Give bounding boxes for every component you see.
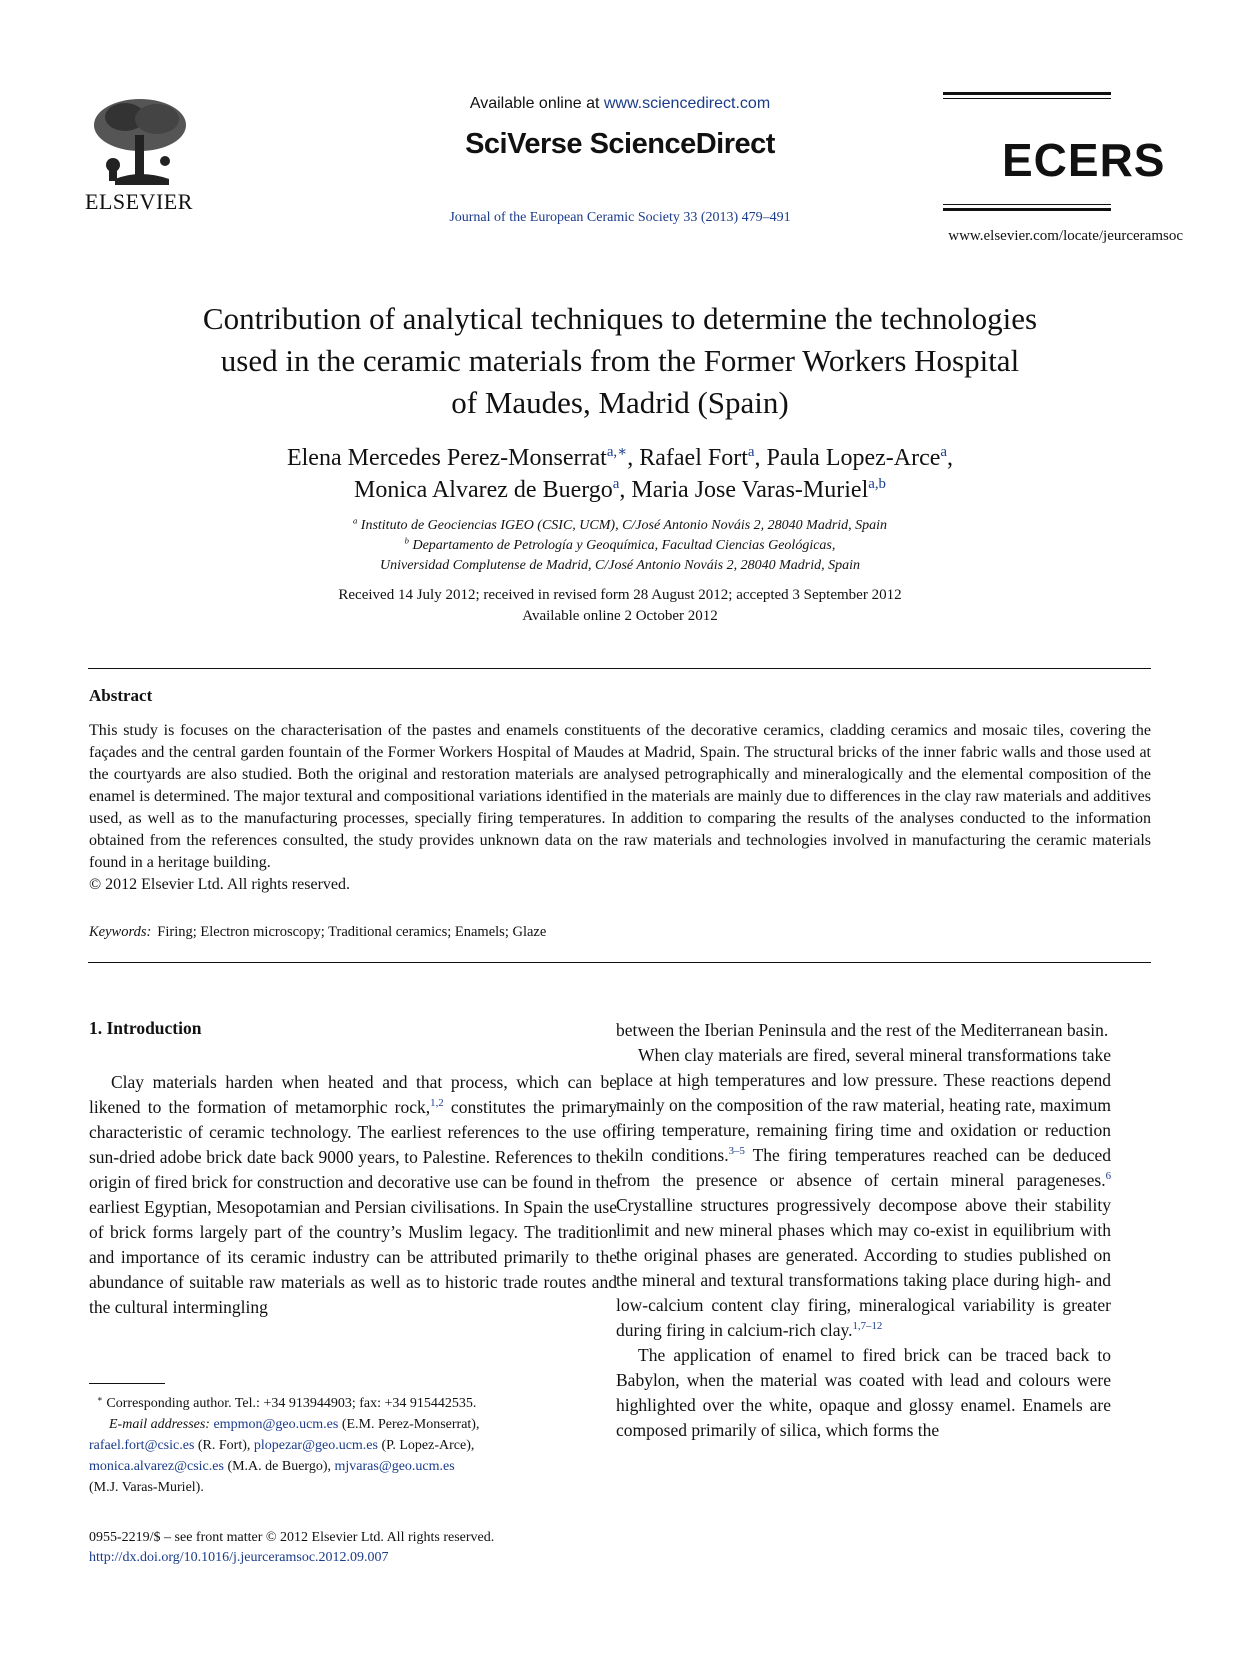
platform-logo: SciVerse ScienceDirect (465, 128, 775, 160)
author-separator: , (619, 477, 632, 503)
footnote-line: (M.J. Varas-Muriel). (89, 1480, 204, 1495)
corresponding-text: Corresponding author. Tel.: +34 913944903; fax: +34 915442535. (106, 1396, 477, 1411)
paragraph: between the Iberian Peninsula and the rest of the Mediterranean basin. (616, 1020, 1109, 1040)
ecers-logo: ECERS (1002, 134, 1166, 186)
author-list (80, 442, 1160, 506)
affiliation-sup: b (404, 535, 409, 546)
citation-link[interactable]: 3–5 (728, 1145, 745, 1158)
keywords-list: Firing; Electron microscopy; Traditional ceramics; Enamels; Glaze (157, 924, 547, 940)
affiliations (80, 516, 1160, 576)
affiliation-text: Instituto de Geociencias IGEO (CSIC, UCM), C/José Antonio Nováis 2, 28040 Madrid, Spain (360, 518, 888, 533)
issn-line: 0955-2219/$ – see front matter © 2012 Elsevier Ltd. All rights reserved. (89, 1530, 495, 1545)
email-link[interactable]: monica.alvarez@csic.es (89, 1459, 224, 1474)
author-separator: , (754, 445, 767, 471)
article-history (80, 585, 1160, 627)
paragraph-text: Crystalline structures progressively decompose above their stability limit and new mineral phases which may co-exist in equilibrium with the original phases are generated. According to studies published on the mineral and textural transformations taking place during high- and low-calcium content clay firing, mineralogical variability is greater during firing in calcium-rich clay. (616, 1195, 1111, 1340)
author-name: Maria Jose Varas-Muriel (631, 477, 869, 503)
author-line (80, 442, 1160, 474)
author-affil-sup[interactable]: a (612, 476, 620, 492)
author-line (80, 474, 1160, 506)
footnote-line (89, 1435, 609, 1456)
received-dates: Received 14 July 2012; received in revised form 28 August 2012; accepted 3 September 2012 (338, 587, 902, 603)
paragraph (616, 1043, 1111, 1343)
header-rule-bottom (943, 208, 1111, 211)
citation-link[interactable]: 6 (1105, 1170, 1111, 1183)
journal-homepage-url[interactable]: www.elsevier.com/locate/jeurceramsoc (948, 228, 1183, 244)
citation-link[interactable]: 1,2 (430, 1097, 444, 1110)
title-line: of Maudes, Madrid (Spain) (451, 385, 789, 420)
journal-reference-link[interactable]: Journal of the European Ceramic Society 33 (2013) 479–491 (449, 210, 791, 225)
affiliation-text: Universidad Complutense de Madrid, C/José Antonio Nováis 2, 28040 Madrid, Spain (380, 558, 860, 573)
author-affil-sup[interactable]: a,b (868, 476, 886, 492)
available-prefix: Available online at (469, 95, 604, 112)
email-label: E-mail addresses: (109, 1417, 210, 1432)
header-rule-top (943, 92, 1111, 95)
email-owner: (R. Fort), (194, 1438, 254, 1453)
paragraph-text: constitutes the primary characteristic of ceramic technology. The earliest references to the use of sun-dried adobe brick date back 9000 years, to Palestine. References to the origin of fired brick for construction and decorative use can be found in the earliest Egyptian, Mesopotamian and Persian civilisations. In Spain the use of brick forms largely part of the country’s Muslim legacy. The tradition and importance of its ceramic industry can be attributed primarily to the abundance of suitable raw materials as well as to historic trade routes and the cultural intermingling (89, 1097, 617, 1317)
page-footer (89, 1528, 609, 1568)
publisher-wordmark: ELSEVIER (85, 189, 193, 214)
header-rule-bottom-thin (943, 204, 1111, 205)
author-name: Rafael Fort (639, 445, 748, 471)
title-line: used in the ceramic materials from the Former Workers Hospital (220, 343, 1020, 378)
keywords-line (89, 924, 546, 941)
citation-link[interactable]: 1,7–12 (852, 1320, 883, 1333)
author-name: Elena Mercedes Perez-Monserrat (286, 445, 607, 471)
footnote-star: ∗ (97, 1393, 103, 1404)
footnote-line (89, 1456, 609, 1477)
author-affil-sup[interactable]: a (747, 444, 755, 460)
email-owner: (E.M. Perez-Monserrat), (338, 1417, 480, 1432)
email-link[interactable]: plopezar@geo.ucm.es (253, 1438, 378, 1453)
corresponding-author-footnote (89, 1393, 609, 1498)
paragraph (89, 1070, 617, 1320)
affiliation-line (80, 556, 1160, 576)
author-separator: , (627, 445, 640, 471)
paragraph-text: The firing temperatures reached can be deduced from the presence or absence of certain mineral parageneses. (616, 1145, 1111, 1190)
title-line: Contribution of analytical techniques to determine the technologies (202, 301, 1038, 336)
email-owner: (P. Lopez-Arce), (377, 1438, 475, 1453)
affiliation-sup: a (352, 515, 358, 526)
paragraph: The application of enamel to fired brick can be traced back to Babylon, when the material was coated with lead and colours were highlighted over the white, opaque and glossy enamel. Enamels are composed primarily of silica, which forms the (616, 1345, 1111, 1440)
affiliation-text: Departamento de Petrología y Geoquímica, Facultad Ciencias Geológicas, (412, 538, 836, 553)
email-link[interactable]: rafael.fort@csic.es (89, 1438, 195, 1453)
section-heading: 1. Introduction (89, 1018, 202, 1038)
abstract-bottom-rule (88, 962, 1151, 963)
footnote-line (89, 1393, 609, 1414)
left-column (89, 1070, 617, 1320)
header-rule-top-thin (943, 98, 1111, 99)
author-affil-sup[interactable]: a (940, 444, 948, 460)
email-link[interactable]: empmon@geo.ucm.es (213, 1417, 339, 1432)
abstract-top-rule (88, 668, 1151, 669)
paragraph-text: When clay materials are fired, several mineral transformations take place at high temperatures and low pressure. These reactions depend mainly on the composition of the raw material, heating rate, maximum firing temperature, remaining firing time and oxidation or reduction kiln conditions. (616, 1045, 1111, 1165)
keywords-label: Keywords: (89, 924, 152, 940)
email-owner: (M.A. de Buergo), (223, 1459, 335, 1474)
email-link[interactable]: mjvaras@geo.ucm.es (334, 1459, 455, 1474)
paragraph-text: Clay materials harden when heated and that process, which can be likened to the formation of metamorphic rock, (89, 1072, 617, 1117)
author-name: Paula Lopez-Arce (766, 445, 941, 471)
available-online-date: Available online 2 October 2012 (522, 608, 718, 624)
sciencedirect-link[interactable]: www.sciencedirect.com (603, 95, 771, 112)
affiliation-line (80, 536, 1160, 556)
footnote-rule (89, 1383, 165, 1384)
abstract-heading: Abstract (89, 686, 153, 705)
author-separator: , (947, 445, 954, 471)
abstract-body (89, 720, 1151, 896)
article-title (80, 298, 1160, 424)
author-affil-sup[interactable]: a,∗ (606, 444, 628, 460)
right-column (616, 1018, 1111, 1443)
footnote-line (89, 1414, 609, 1435)
abstract-text: This study is focuses on the characterisation of the pastes and enamels constituents of the decorative ceramics, cladding ceramics and mosaic tiles, covering the façades and the central garden fountain of the Former Workers Hospital of Maudes at Madrid, Spain. The structural bricks of the inner fabric walls and those used at the courtyards are also studied. Both the original and restoration materials are analysed petrographically and mineralogically and the elemental composition of the enamel is determined. The major textural and compositional variations identified in the materials are mainly due to differences in the clay raw materials and additives used, as well as to the manufacturing processes, specially firing temperatures. In addition to comparing the results of the analyses conducted to the information obtained from the references consulted, the study provides unknown data on the raw materials and technologies involved in manufacturing the ceramic materials found in a heritage building. (89, 722, 1151, 871)
affiliation-line (80, 516, 1160, 536)
abstract-copyright: © 2012 Elsevier Ltd. All rights reserved. (89, 876, 350, 893)
doi-link[interactable]: http://dx.doi.org/10.1016/j.jeurceramsoc.2012.09.007 (89, 1550, 389, 1565)
author-name: Monica Alvarez de Buergo (353, 477, 613, 503)
